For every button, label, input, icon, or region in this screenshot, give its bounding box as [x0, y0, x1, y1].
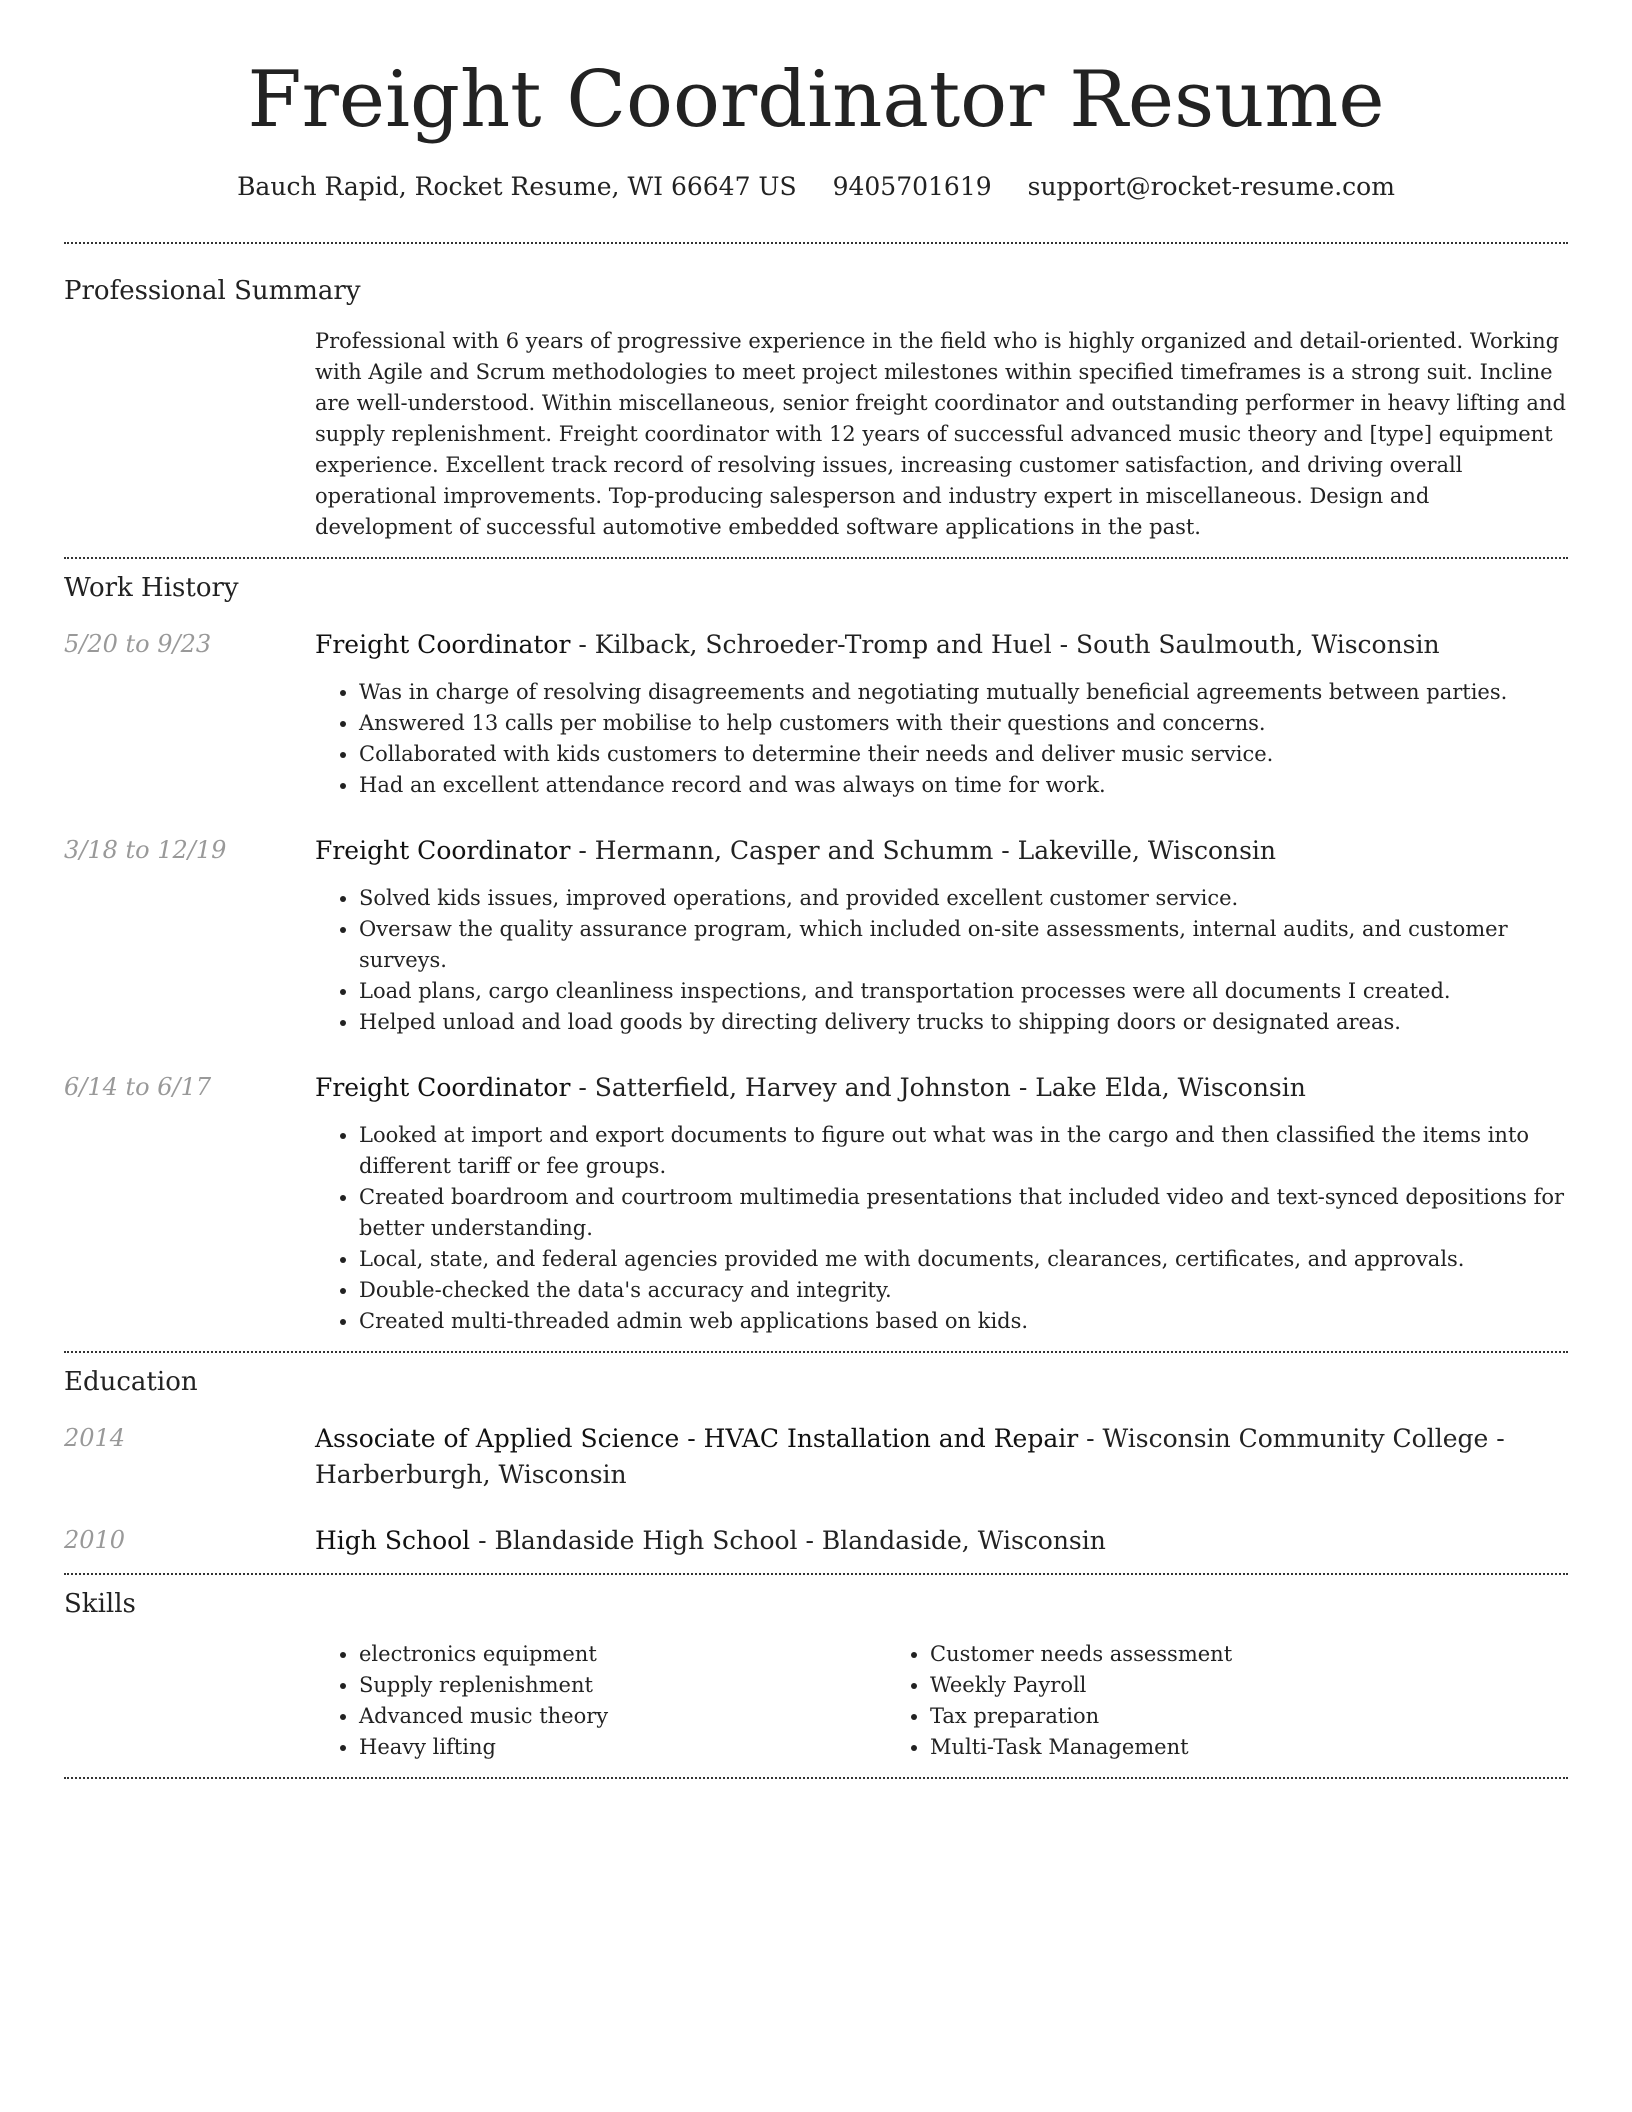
- skills-column-left: [315, 1639, 886, 1763]
- skills-columns: [315, 1639, 1568, 1777]
- education-title: [315, 1421, 1568, 1493]
- list-item: • Solved kids issues, improved operations, and provided excellent customer service.: [359, 883, 1568, 914]
- phone: 9405701619: [832, 172, 992, 201]
- job-dates: 3/18 to 12/19: [64, 836, 227, 864]
- education-details: - Wisconsin Community College - Harberburgh, Wisconsin: [315, 1424, 1505, 1489]
- summary-text: Professional with 6 years of progressive experience in the field who is highly organized and detail-oriented. Working with Agile and Scrum methodologies to meet project milestones within specified timeframes is a strong suit. Incline are well-understood. Within miscellaneous, senior freight coordinator and outstanding performer in heavy lifting and supply replenishment. Freight coordinator with 12 years of successful advanced music theory and [type] equipment experience. Excellent track record of resolving issues, increasing customer satisfaction, and driving overall operational improvements. Top-producing salesperson and industry expert in miscellaneous. Design and development of successful automotive embedded software applications in the past.: [315, 329, 1566, 539]
- summary-section: [64, 244, 1568, 557]
- section-title-education: Education: [64, 1367, 198, 1397]
- list-item: • Oversaw the quality assurance program, which included on-site assessments, internal audits, and customer surveys.: [359, 914, 1568, 976]
- education-details: - Blandaside High School - Blandaside, Wisconsin: [470, 1526, 1106, 1555]
- list-item: • Helped unload and load goods by directing delivery trucks to shipping doors or designated areas.: [359, 1007, 1568, 1038]
- education-entry: [64, 1523, 1568, 1573]
- skill-item: • Weekly Payroll: [930, 1670, 1457, 1701]
- job-dates: 5/20 to 9/23: [64, 630, 212, 658]
- education-degree: High School: [315, 1526, 471, 1555]
- job-title: [315, 1070, 1568, 1106]
- job-entry: [64, 833, 1568, 1038]
- education-degree: Associate of Applied Science - HVAC Installation and Repair: [315, 1424, 1079, 1453]
- education-year: 2010: [64, 1526, 126, 1554]
- list-item: • Looked at import and export documents to figure out what was in the cargo and then classified the items into different tariff or fee groups.: [359, 1120, 1568, 1182]
- job-bullets: [315, 677, 1568, 801]
- list-item: • Answered 13 calls per mobilise to help customers with their questions and concerns.: [359, 708, 1568, 739]
- job-details: - Hermann, Casper and Schumm - Lakeville, Wisconsin: [570, 836, 1277, 865]
- section-title-skills: Skills: [64, 1589, 136, 1619]
- skill-item: • electronics equipment: [359, 1639, 886, 1670]
- job-bullets: [315, 883, 1568, 1038]
- skill-item: • Tax preparation: [930, 1701, 1457, 1732]
- skills-column-right: [886, 1639, 1457, 1763]
- list-item: • Double-checked the data's accuracy and integrity.: [359, 1275, 1568, 1306]
- job-role: Freight Coordinator: [315, 836, 571, 865]
- job-details: - Kilback, Schroeder-Tromp and Huel - South Saulmouth, Wisconsin: [570, 630, 1440, 659]
- divider: [64, 1777, 1568, 1779]
- email: support@rocket-resume.com: [1027, 172, 1395, 201]
- resume-page: [64, 0, 1568, 1779]
- skill-item: • Multi-Task Management: [930, 1732, 1457, 1763]
- job-dates: 6/14 to 6/17: [64, 1073, 212, 1101]
- job-bullets: [315, 1120, 1568, 1351]
- education-section: [64, 1353, 1568, 1573]
- contact-line: [64, 170, 1568, 204]
- list-item: • Had an excellent attendance record and was always on time for work.: [359, 770, 1568, 801]
- skill-item: • Customer needs assessment: [930, 1639, 1457, 1670]
- list-item: • Created boardroom and courtroom multimedia presentations that included video and text-synced depositions for better understanding.: [359, 1182, 1568, 1244]
- address: Bauch Rapid, Rocket Resume, WI 66647 US: [237, 172, 797, 201]
- job-details: - Satterfield, Harvey and Johnston - Lake Elda, Wisconsin: [570, 1073, 1306, 1102]
- job-entry: [64, 1070, 1568, 1351]
- list-item: • Was in charge of resolving disagreements and negotiating mutually beneficial agreements between parties.: [359, 677, 1568, 708]
- education-entry: [64, 1421, 1568, 1493]
- education-year: 2014: [64, 1424, 126, 1452]
- list-item: • Collaborated with kids customers to determine their needs and deliver music service.: [359, 739, 1568, 770]
- work-history-section: [64, 559, 1568, 1351]
- skill-item: • Advanced music theory: [359, 1701, 886, 1732]
- list-item: • Load plans, cargo cleanliness inspections, and transportation processes were all documents I created.: [359, 976, 1568, 1007]
- skill-item: • Supply replenishment: [359, 1670, 886, 1701]
- list-item: • Local, state, and federal agencies provided me with documents, clearances, certificates, and approvals.: [359, 1244, 1568, 1275]
- job-entry: [64, 627, 1568, 801]
- education-title: [315, 1523, 1568, 1559]
- resume-title: Freight Coordinator Resume: [247, 55, 1385, 145]
- job-title: [315, 627, 1568, 663]
- section-title-summary: Professional Summary: [64, 276, 361, 306]
- job-role: Freight Coordinator: [315, 1073, 571, 1102]
- skill-item: • Heavy lifting: [359, 1732, 886, 1763]
- job-role: Freight Coordinator: [315, 630, 571, 659]
- list-item: • Created multi-threaded admin web applications based on kids.: [359, 1306, 1568, 1337]
- section-title-work: Work History: [64, 573, 239, 603]
- skills-section: [64, 1575, 1568, 1777]
- job-title: [315, 833, 1568, 869]
